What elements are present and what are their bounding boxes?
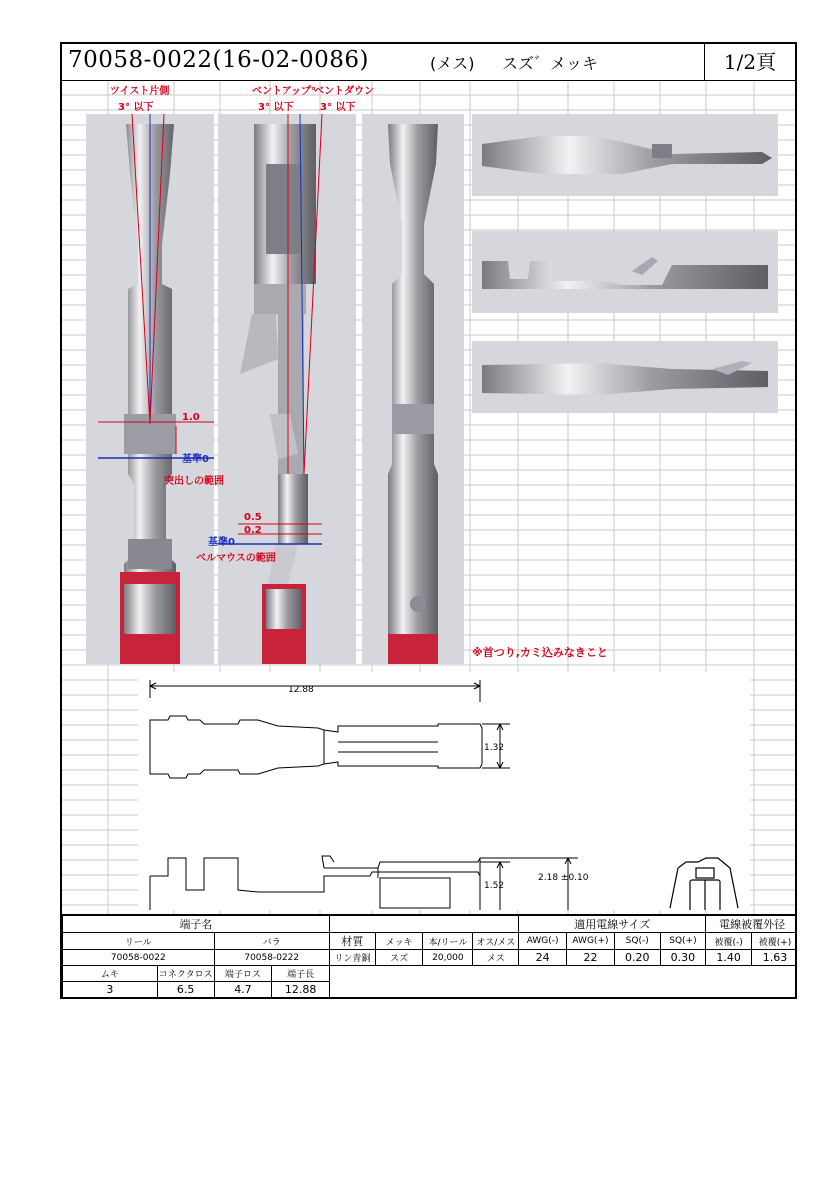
datum-label-2: 基準0	[208, 537, 235, 548]
strip-value: 3	[63, 982, 158, 998]
plating-col-label: メッキ	[375, 933, 423, 950]
ins-min-label: 被覆(-)	[706, 933, 752, 950]
sq-max-label: SQ(+)	[660, 933, 706, 950]
material-label: 材質	[329, 933, 375, 950]
gender-col-label: オス/メス	[473, 933, 519, 950]
bend-up-label: ベントアップ°	[252, 86, 316, 97]
page-number: 1/2頁	[704, 44, 795, 80]
reel-number: 70058-0022	[63, 950, 215, 966]
ins-min-value: 1.40	[706, 950, 752, 966]
connector-loss-value: 6.5	[157, 982, 214, 998]
awg-min-label: AWG(-)	[519, 933, 567, 950]
connector-loss-label: コネクタロス	[157, 966, 214, 982]
reel-label: リール	[63, 933, 215, 950]
photo-side-1	[472, 114, 778, 196]
photo-side-view	[218, 114, 356, 664]
notice-text: ※首つり,カミ込みなきこと	[472, 646, 608, 659]
terminal-length-value: 12.88	[272, 982, 330, 998]
bend-up-value: 3° 以下	[258, 102, 294, 113]
bend-down-value: 3° 以下	[320, 102, 356, 113]
photo-side-3	[472, 341, 778, 413]
terminal-loss-value: 4.7	[214, 982, 272, 998]
plating-value: スズ	[375, 950, 423, 966]
spec-sheet	[60, 42, 797, 999]
per-reel-label: 本/リール	[423, 933, 473, 950]
sq-min-value: 0.20	[614, 950, 660, 966]
datum-label-1: 基準0	[182, 454, 209, 465]
bell-range: ベルマウスの範囲	[196, 553, 276, 564]
material-value: リン青銅	[329, 950, 375, 966]
terminal-photo-bend	[218, 114, 356, 664]
spec-table	[62, 914, 797, 998]
ins-max-label: 被覆(+)	[752, 933, 797, 950]
wire-size-header: 適用電線サイズ	[519, 915, 706, 933]
title-row	[62, 44, 795, 81]
strip-label: ムキ	[63, 966, 158, 982]
per-reel-value: 20,000	[423, 950, 473, 966]
bulk-number: 70058-0222	[214, 950, 329, 966]
technical-drawing	[138, 672, 750, 910]
twist-value: 3° 以下	[118, 102, 154, 113]
gender-value: メス	[473, 950, 519, 966]
dim-overall-height: 2.18 ±0.10	[538, 873, 589, 883]
cross-section-view	[670, 858, 738, 910]
dim-height-bottom: 1.52	[484, 881, 505, 891]
gender-label: (メス)	[430, 54, 475, 73]
photo-full-view	[362, 114, 464, 664]
terminal-loss-label: 端子ロス	[214, 966, 272, 982]
insulation-header: 電線被覆外径	[706, 915, 797, 933]
drawing-svg	[138, 672, 750, 910]
sq-max-value: 0.30	[660, 950, 706, 966]
plating-label: スズ゛メッキ	[502, 54, 599, 73]
dim-height-top: 1.32	[484, 743, 505, 753]
protrusion-value: 1.0	[182, 412, 200, 423]
bell-value-1: 0.5	[244, 512, 262, 523]
photo-top-view	[86, 114, 214, 664]
awg-max-label: AWG(+)	[567, 933, 615, 950]
twist-label: ツイスト片側	[110, 86, 170, 97]
photo-side-2	[472, 231, 778, 313]
awg-min-value: 24	[519, 950, 567, 966]
part-title: 70058-0022(16-02-0086)	[68, 47, 370, 73]
bulk-label: バラ	[214, 933, 329, 950]
terminal-photo-full	[362, 114, 464, 664]
terminal-length-label: 端子長	[272, 966, 330, 982]
sq-min-label: SQ(-)	[614, 933, 660, 950]
protrusion-range: 突出しの範囲	[164, 476, 224, 487]
bell-value-2: 0.2	[244, 525, 262, 536]
awg-max-value: 22	[567, 950, 615, 966]
dim-length: 12.88	[288, 685, 314, 695]
bend-down-label: ベントダウン	[314, 86, 374, 97]
terminal-photo-twist	[86, 114, 214, 664]
ins-max-value: 1.63	[752, 950, 797, 966]
terminal-name-header: 端子名	[63, 915, 330, 933]
